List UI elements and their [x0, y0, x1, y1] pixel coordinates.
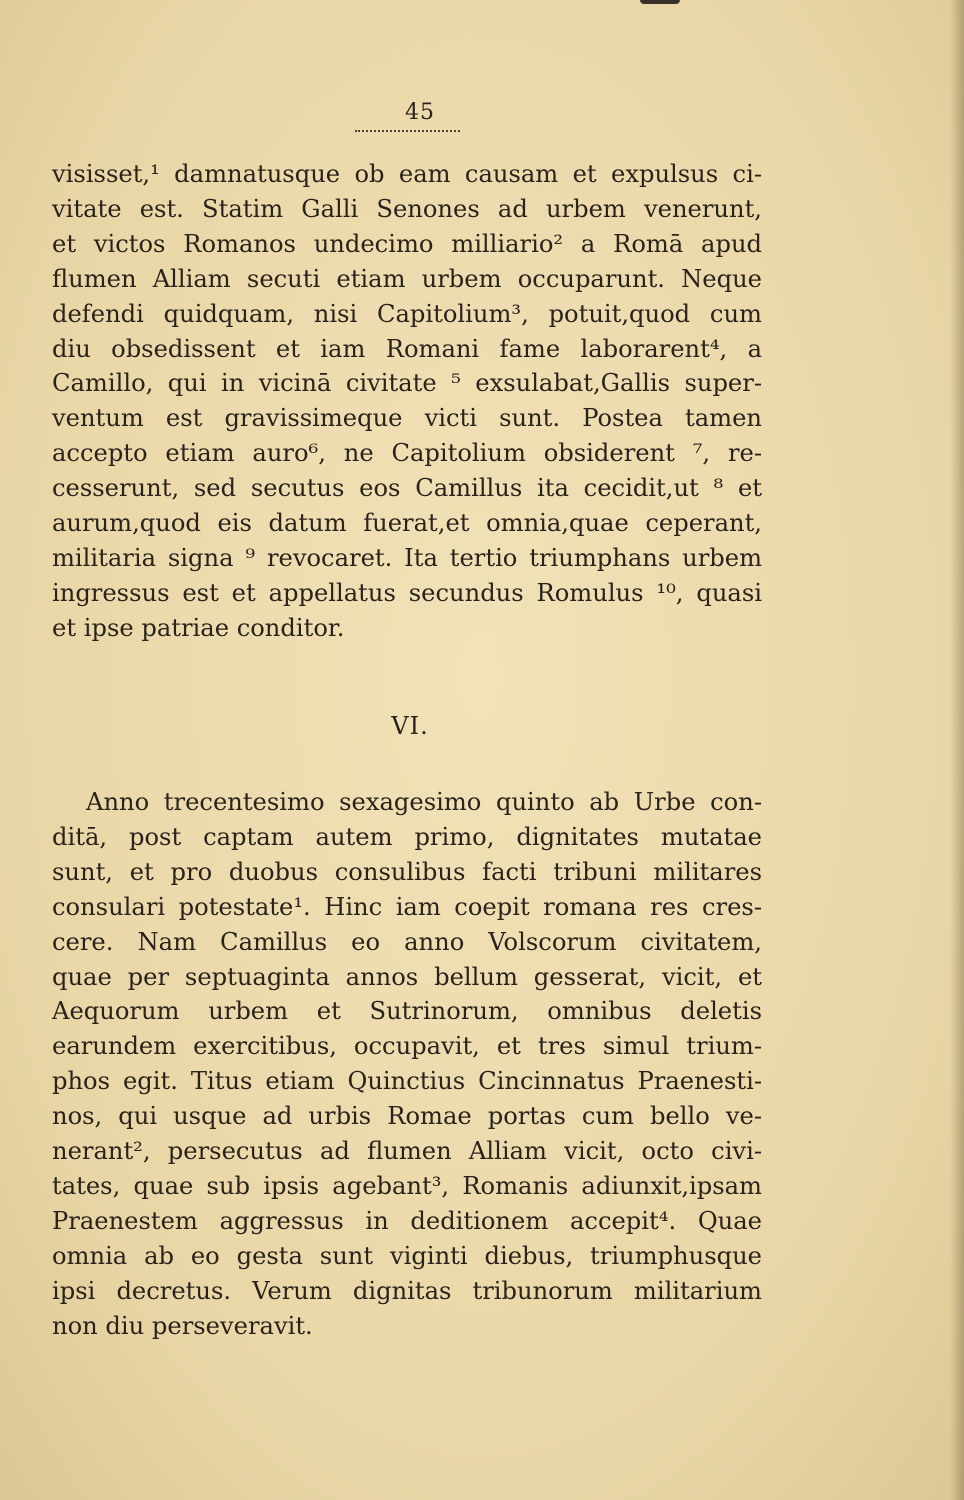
- text-line: cere. Nam Camillus eo anno Volscorum civitatem,: [52, 927, 762, 956]
- text-line: et ipse patriae conditor.: [52, 613, 345, 642]
- text-line: accepto etiam auro⁶, ne Capitolium obsiderent ⁷, re-: [52, 439, 762, 468]
- text-line: aurum,quod eis datum fuerat,et omnia,quae ceperant,: [52, 509, 762, 538]
- page-number-rule: [355, 130, 460, 132]
- text-line: non diu perseveravit.: [52, 1311, 313, 1340]
- page-edge-shadow: [950, 0, 964, 1500]
- section-heading: VI.: [391, 712, 429, 740]
- text-line: cesserunt, sed secutus eos Camillus ita cecidit,ut ⁸ et: [52, 474, 762, 503]
- text-line: quae per septuaginta annos bellum gesserat, vicit, et: [52, 962, 762, 991]
- text-line: ipsi decretus. Verum dignitas tribunorum militarium: [52, 1276, 762, 1305]
- text-line: Camillo, qui in vicinā civitate ⁵ exsulabat,Gallis super-: [52, 369, 762, 398]
- text-line: Praenestem aggressus in deditionem accepit⁴. Quae: [52, 1206, 762, 1235]
- text-line: Anno trecentesimo sexagesimo quinto ab Urbe con-: [86, 788, 762, 816]
- text-line: militaria signa ⁹ revocaret. Ita tertio triumphans urbem: [52, 543, 762, 572]
- page-number: 45: [405, 100, 435, 125]
- text-line: et victos Romanos undecimo milliario² a Romā apud: [52, 229, 762, 258]
- text-line: nerant², persecutus ad flumen Alliam vicit, octo civi-: [52, 1137, 762, 1166]
- text-line: Aequorum urbem et Sutrinorum, omnibus deletis: [52, 997, 762, 1026]
- paragraph-1: [52, 157, 762, 646]
- text-line: ditā, post captam autem primo, dignitates mutatae: [52, 822, 762, 851]
- text-line: ingressus est et appellatus secundus Romulus ¹⁰, quasi: [52, 578, 762, 607]
- text-line: vitate est. Statim Galli Senones ad urbem venerunt,: [52, 194, 762, 223]
- text-line: visisset,¹ damnatusque ob eam causam et expulsus ci-: [52, 160, 762, 188]
- text-line: tates, quae sub ipsis agebant³, Romanis adiunxit,ipsam: [52, 1171, 762, 1200]
- paragraph-2: [52, 785, 762, 1344]
- text-line: sunt, et pro duobus consulibus facti tribuni militares: [52, 857, 762, 886]
- text-line: consulari potestate¹. Hinc iam coepit romana res cres-: [52, 892, 762, 921]
- text-line: diu obsedissent et iam Romani fame laborarent⁴, a: [52, 334, 762, 363]
- text-line: defendi quidquam, nisi Capitolium³, potuit,quod cum: [52, 299, 762, 328]
- text-line: ventum est gravissimeque victi sunt. Postea tamen: [52, 404, 762, 433]
- text-line: phos egit. Titus etiam Quinctius Cincinnatus Praenesti-: [52, 1067, 762, 1096]
- text-line: omnia ab eo gesta sunt viginti diebus, triumphusque: [52, 1241, 762, 1270]
- text-line: flumen Alliam secuti etiam urbem occuparunt. Neque: [52, 264, 762, 293]
- text-line: nos, qui usque ad urbis Romae portas cum bello ve-: [52, 1102, 762, 1131]
- text-line: earundem exercitibus, occupavit, et tres simul trium-: [52, 1032, 762, 1061]
- page-edge-mark: [640, 0, 680, 4]
